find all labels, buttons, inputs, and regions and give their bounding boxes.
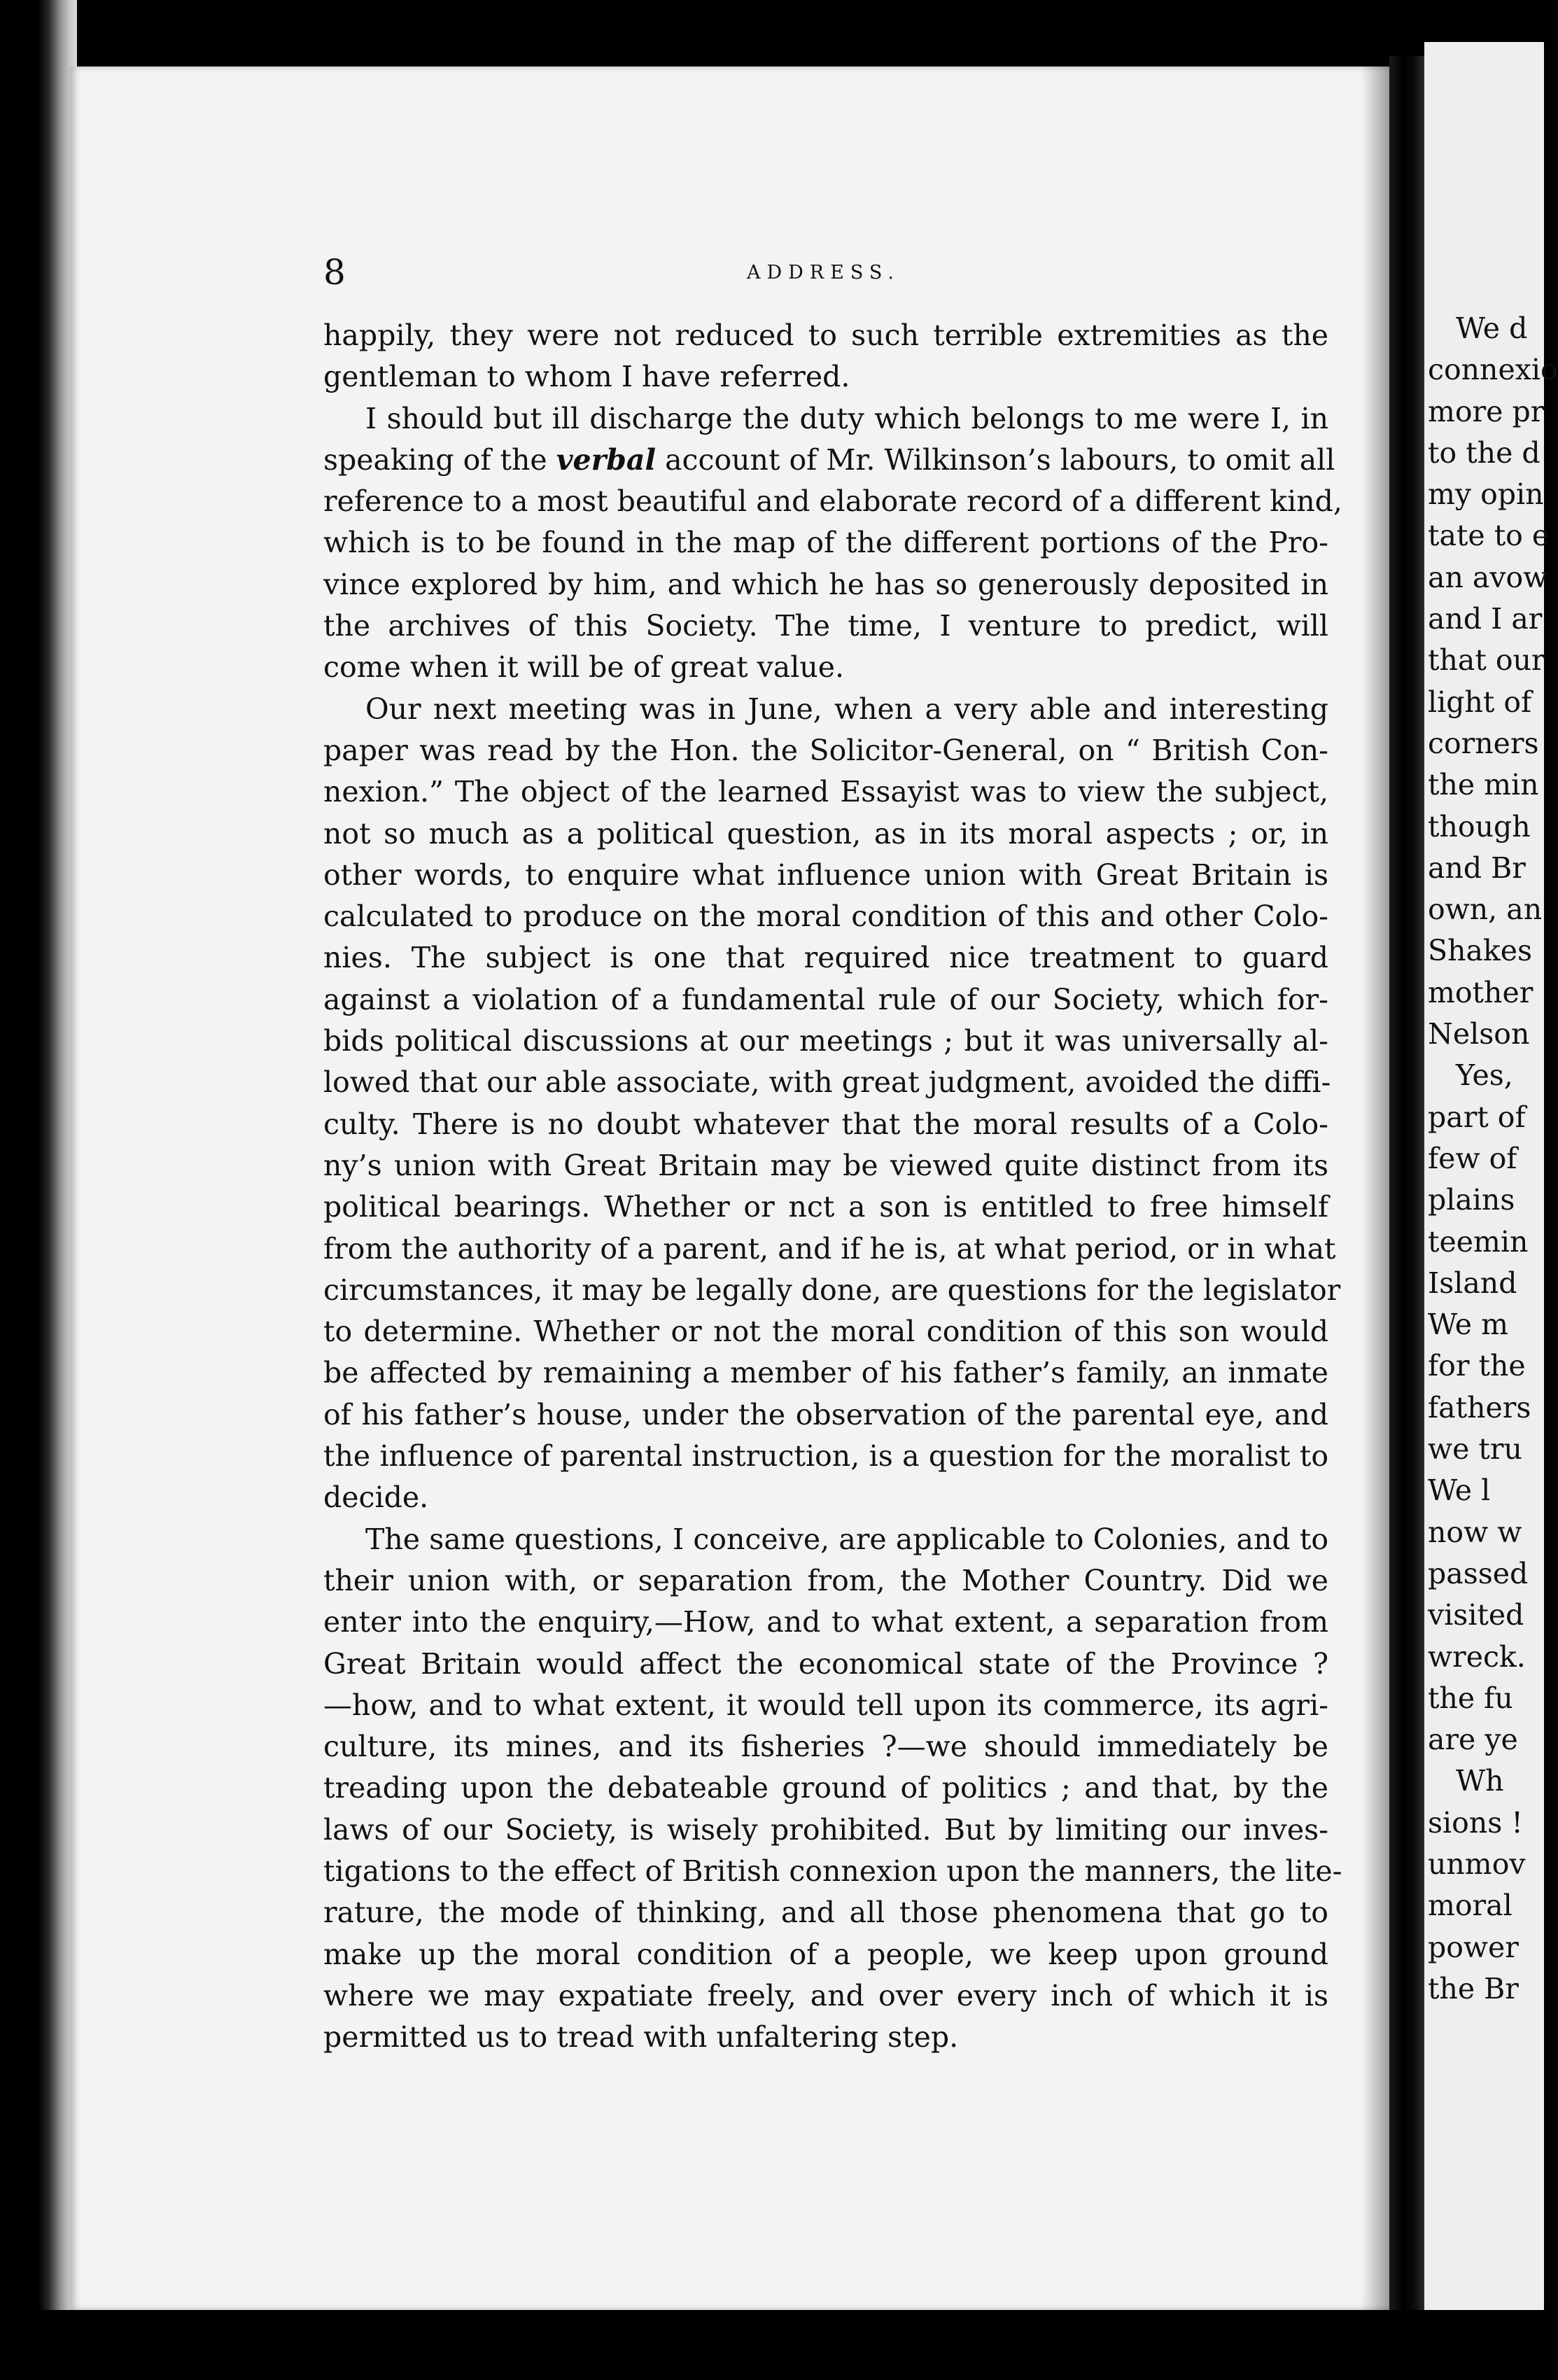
text-line: ny’s union with Great Britain may be viewed quite distinct from its — [323, 1148, 1328, 1182]
text-line: culty. There is no doubt whatever that the moral results of a Colo- — [323, 1107, 1328, 1141]
text-line: political bearings. Whether or nct a son is entitled to free himself — [323, 1190, 1328, 1224]
page-gutter-shadow — [1361, 66, 1389, 2310]
next-page-fragment — [1424, 42, 1558, 2328]
text-line: culture, its mines, and its fisheries ?—we should immediately be — [323, 1730, 1328, 1764]
next-page-line: Island — [1428, 1266, 1517, 1300]
next-page-line: sions ! — [1428, 1805, 1523, 1840]
running-head — [323, 252, 1338, 294]
text-line: the influence of parental instruction, is a question for the moralist to — [323, 1439, 1328, 1474]
next-page-line: to the d — [1428, 435, 1541, 470]
text-line — [323, 440, 1335, 481]
text-line: make up the moral condition of a people, we keep upon ground — [323, 1937, 1328, 1971]
next-page-lines — [1428, 308, 1558, 2010]
next-page-line: plains — [1428, 1183, 1515, 1217]
next-page-line: an avow — [1428, 560, 1548, 594]
text-line: other words, to enquire what influence union with Great Britain is — [323, 858, 1328, 892]
text-line: their union with, or separation from, the Mother Country. Did we — [323, 1563, 1328, 1597]
text-line: The same questions, I conceive, are applicable to Colonies, and to — [365, 1522, 1328, 1556]
next-page-line: now w — [1428, 1515, 1522, 1549]
next-page-line: moral — [1428, 1889, 1513, 1923]
next-page-line: connexio — [1428, 353, 1558, 387]
scan-bottom-border — [0, 2310, 1544, 2380]
text-line: lowed that our able associate, with great judgment, avoided the diffi- — [323, 1065, 1331, 1100]
text-line: be affected by remaining a member of his father’s family, an inmate — [323, 1356, 1328, 1390]
text-line: where we may expatiate freely, and over every inch of which it is — [323, 1978, 1328, 2012]
running-title: ADDRESS. — [747, 262, 900, 284]
next-page-line: We m — [1428, 1308, 1508, 1342]
next-page-line: Yes, — [1456, 1058, 1513, 1093]
next-page-line: my opin — [1428, 477, 1544, 512]
text-line: vince explored by him, and which he has so generously deposited in — [323, 567, 1328, 601]
next-page-line: though — [1428, 809, 1531, 844]
next-page-line: wreck. — [1428, 1639, 1526, 1674]
text-line: enter into the enquiry,—How, and to what extent, a separation from — [323, 1605, 1328, 1639]
text-line: decide. — [323, 1480, 429, 1515]
next-page-line: We d — [1456, 312, 1528, 345]
text-line: calculated to produce on the moral condition of this and other Colo- — [323, 899, 1328, 934]
next-page-line: few of — [1428, 1141, 1517, 1175]
text-line: circumstances, it may be legally done, are questions for the legislator — [323, 1273, 1341, 1307]
next-page-line: Nelson — [1428, 1017, 1530, 1051]
next-page-line: unmov — [1428, 1847, 1526, 1881]
text-line: tigations to the effect of British connexion upon the manners, the lite- — [323, 1854, 1342, 1888]
text-line: nies. The subject is one that required nice treatment to guard — [323, 941, 1328, 975]
text-line: of his father’s house, under the observation of the parental eye, and — [323, 1397, 1328, 1432]
next-page-line: corners — [1428, 726, 1539, 760]
binding-fold — [1389, 56, 1424, 2324]
page-number: 8 — [323, 252, 346, 293]
text-line: —how, and to what extent, it would tell upon its commerce, its agri- — [323, 1688, 1328, 1722]
text-line: paper was read by the Hon. the Solicitor-General, on “ British Con- — [323, 733, 1328, 767]
next-page-line: teemin — [1428, 1224, 1529, 1259]
next-page-line: for the — [1428, 1349, 1526, 1383]
text-line: not so much as a political question, as in its moral aspects ; or, in — [323, 816, 1328, 850]
text-line: happily, they were not reduced to such terrible extremities as the — [323, 318, 1328, 352]
text-line: rature, the mode of thinking, and all those phenomena that go to — [323, 1896, 1328, 1930]
text-line: from the authority of a parent, and if he is, at what period, or in what — [323, 1231, 1336, 1266]
next-page-line: Wh — [1456, 1764, 1504, 1798]
next-page-line: power — [1428, 1930, 1519, 1964]
next-page-line: tate to e — [1428, 519, 1550, 553]
text-line: against a violation of a fundamental rule of our Society, which for- — [323, 982, 1328, 1016]
text-line: which is to be found in the map of the different portions of the Pro- — [323, 526, 1328, 560]
text-line: reference to a most beautiful and elaborate record of a different kind, — [323, 484, 1342, 519]
next-page-line: fathers — [1428, 1390, 1531, 1424]
text-line: I should but ill discharge the duty which belongs to me were I, in — [365, 401, 1328, 435]
text-line: permitted us to tread with unfaltering step. — [323, 2020, 959, 2054]
text-line: gentleman to whom I have referred. — [323, 360, 850, 394]
next-page-line: the min — [1428, 768, 1539, 802]
next-page-line: and Br — [1428, 850, 1526, 885]
next-page-line: part of — [1428, 1100, 1526, 1134]
left-page-edge — [0, 0, 77, 2380]
body-text — [323, 315, 1342, 2058]
next-page-line: the fu — [1428, 1681, 1513, 1715]
next-page-line: passed — [1428, 1556, 1529, 1590]
text-line: to determine. Whether or not the moral condition of this son would — [323, 1315, 1328, 1349]
text-line: nexion.” The object of the learned Essayist was to view the subject, — [323, 775, 1328, 809]
next-page-line: visited — [1428, 1598, 1524, 1632]
text-line-part: account of Mr. Wilkinson’s labours, to omit all — [656, 442, 1335, 477]
text-line: Our next meeting was in June, when a very able and interesting — [365, 692, 1328, 726]
text-line: the archives of this Society. The time, I venture to predict, will — [323, 609, 1328, 643]
text-line: come when it will be of great value. — [323, 650, 845, 685]
text-line: treading upon the debateable ground of politics ; and that, by the — [323, 1771, 1328, 1805]
next-page-line: Shakes — [1428, 934, 1533, 968]
text-line: bids political discussions at our meetings ; but it was universally al- — [323, 1024, 1328, 1058]
next-page-line: that our — [1428, 643, 1545, 678]
emphasized-word: verbal — [556, 442, 657, 477]
next-page-line: we tru — [1428, 1432, 1522, 1466]
next-page-line: own, an — [1428, 892, 1543, 927]
next-page-line: mother — [1428, 975, 1534, 1009]
next-page-line: are ye — [1428, 1723, 1518, 1757]
text-line-part: speaking of the — [323, 442, 556, 477]
text-line: Great Britain would affect the economical state of the Province ? — [323, 1646, 1328, 1681]
next-page-line: more pr — [1428, 394, 1545, 428]
next-page-line: the Br — [1428, 1971, 1519, 2005]
next-page-line: and I ar — [1428, 602, 1543, 636]
text-line: laws of our Society, is wisely prohibited. But by limiting our inves- — [323, 1812, 1328, 1847]
next-page-line: light of — [1428, 685, 1532, 719]
next-page-line: We l — [1428, 1474, 1491, 1508]
